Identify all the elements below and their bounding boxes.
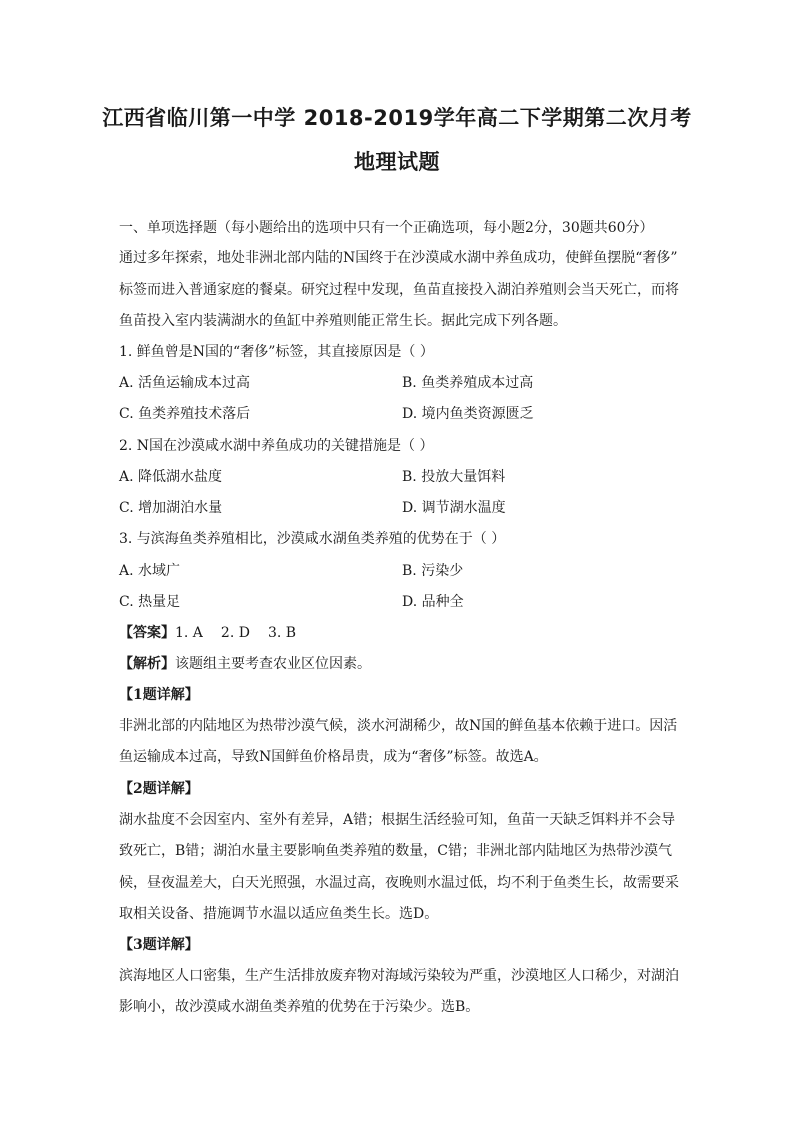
passage-line: 鱼苗投入室内装满湖水的鱼缸中养殖则能正常生长。据此完成下列各题。 bbox=[119, 313, 567, 329]
detail-line: 滨海地区人口密集，生产生活排放废弃物对海域污染较为严重，沙漠地区人口稀少，对湖泊 bbox=[119, 968, 679, 984]
option-d: D. 品种全 bbox=[402, 594, 464, 610]
passage-line: 标签而进入普通家庭的餐桌。研究过程中发现，鱼苗直接投入湖泊养殖则会当天死亡，而将 bbox=[119, 282, 679, 298]
detail-line: 致死亡，B错；湖泊水量主要影响鱼类养殖的数量，C错；非洲北部内陆地区为热带沙漠气 bbox=[119, 843, 672, 859]
analysis-label: 【解析】 bbox=[119, 656, 175, 672]
option-c: C. 热量足 bbox=[119, 594, 181, 610]
option-b: B. 污染少 bbox=[402, 563, 464, 579]
option-d: D. 调节湖水温度 bbox=[402, 500, 506, 516]
detail-heading: 【3题详解】 bbox=[119, 937, 199, 953]
answer-label: 【答案】 bbox=[119, 625, 175, 641]
detail-heading: 【1题详解】 bbox=[119, 687, 199, 703]
option-d: D. 境内鱼类资源匮乏 bbox=[402, 406, 534, 422]
question-stem: 3. 与滨海鱼类养殖相比，沙漠咸水湖鱼类养殖的优势在于（ ） bbox=[119, 531, 506, 547]
answer-item: 2. D bbox=[220, 625, 250, 641]
detail-line: 取相关设备、措施调节水温以适应鱼类生长。选D。 bbox=[119, 906, 439, 922]
analysis-line bbox=[119, 655, 687, 673]
question-stem: 2. N国在沙漠咸水湖中养鱼成功的关键措施是（ ） bbox=[119, 438, 434, 454]
detail-line: 影响小，故沙漠咸水湖鱼类养殖的优势在于污染少。选B。 bbox=[119, 999, 480, 1015]
detail-line: 候，昼夜温差大，白天光照强，水温过高，夜晚则水温过低，均不利于鱼类生长，故需要采 bbox=[119, 875, 679, 891]
analysis-text: 该题组主要考查农业区位因素。 bbox=[175, 656, 371, 672]
section-heading: 一、单项选择题（每小题给出的选项中只有一个正确选项，每小题2分，30题共60分） bbox=[119, 220, 654, 236]
answer-item: 1. A bbox=[175, 625, 203, 641]
option-b: B. 投放大量饵料 bbox=[402, 469, 506, 485]
detail-line: 湖水盐度不会因室内、室外有差异，A错；根据生活经验可知，鱼苗一天缺乏饵料并不会导 bbox=[119, 812, 676, 828]
option-c: C. 增加湖泊水量 bbox=[119, 500, 223, 516]
detail-line: 鱼运输成本过高，导致N国鲜鱼价格昂贵，成为“奢侈”标签。故选A。 bbox=[119, 749, 548, 765]
option-b: B. 鱼类养殖成本过高 bbox=[402, 375, 534, 391]
option-a: A. 活鱼运输成本过高 bbox=[119, 375, 251, 391]
option-a: A. 水域广 bbox=[119, 563, 181, 579]
question-stem: 1. 鲜鱼曾是N国的“奢侈”标签，其直接原因是（ ） bbox=[119, 344, 434, 360]
detail-line: 非洲北部的内陆地区为热带沙漠气候，淡水河湖稀少，故N国的鲜鱼基本依赖于进口。因活 bbox=[119, 718, 678, 734]
answer-item: 3. B bbox=[267, 625, 297, 641]
option-a: A. 降低湖水盐度 bbox=[119, 469, 223, 485]
document-subtitle: 地理试题 bbox=[354, 150, 440, 174]
answer-line bbox=[119, 624, 687, 642]
option-c: C. 鱼类养殖技术落后 bbox=[119, 406, 251, 422]
passage-line: 通过多年探索，地处非洲北部内陆的N国终于在沙漠咸水湖中养鱼成功，使鲜鱼摆脱“奢侈” bbox=[119, 250, 678, 266]
detail-heading: 【2题详解】 bbox=[119, 781, 199, 797]
document-title: 江西省临川第一中学 2018-2019学年高二下学期第二次月考 bbox=[102, 106, 692, 130]
